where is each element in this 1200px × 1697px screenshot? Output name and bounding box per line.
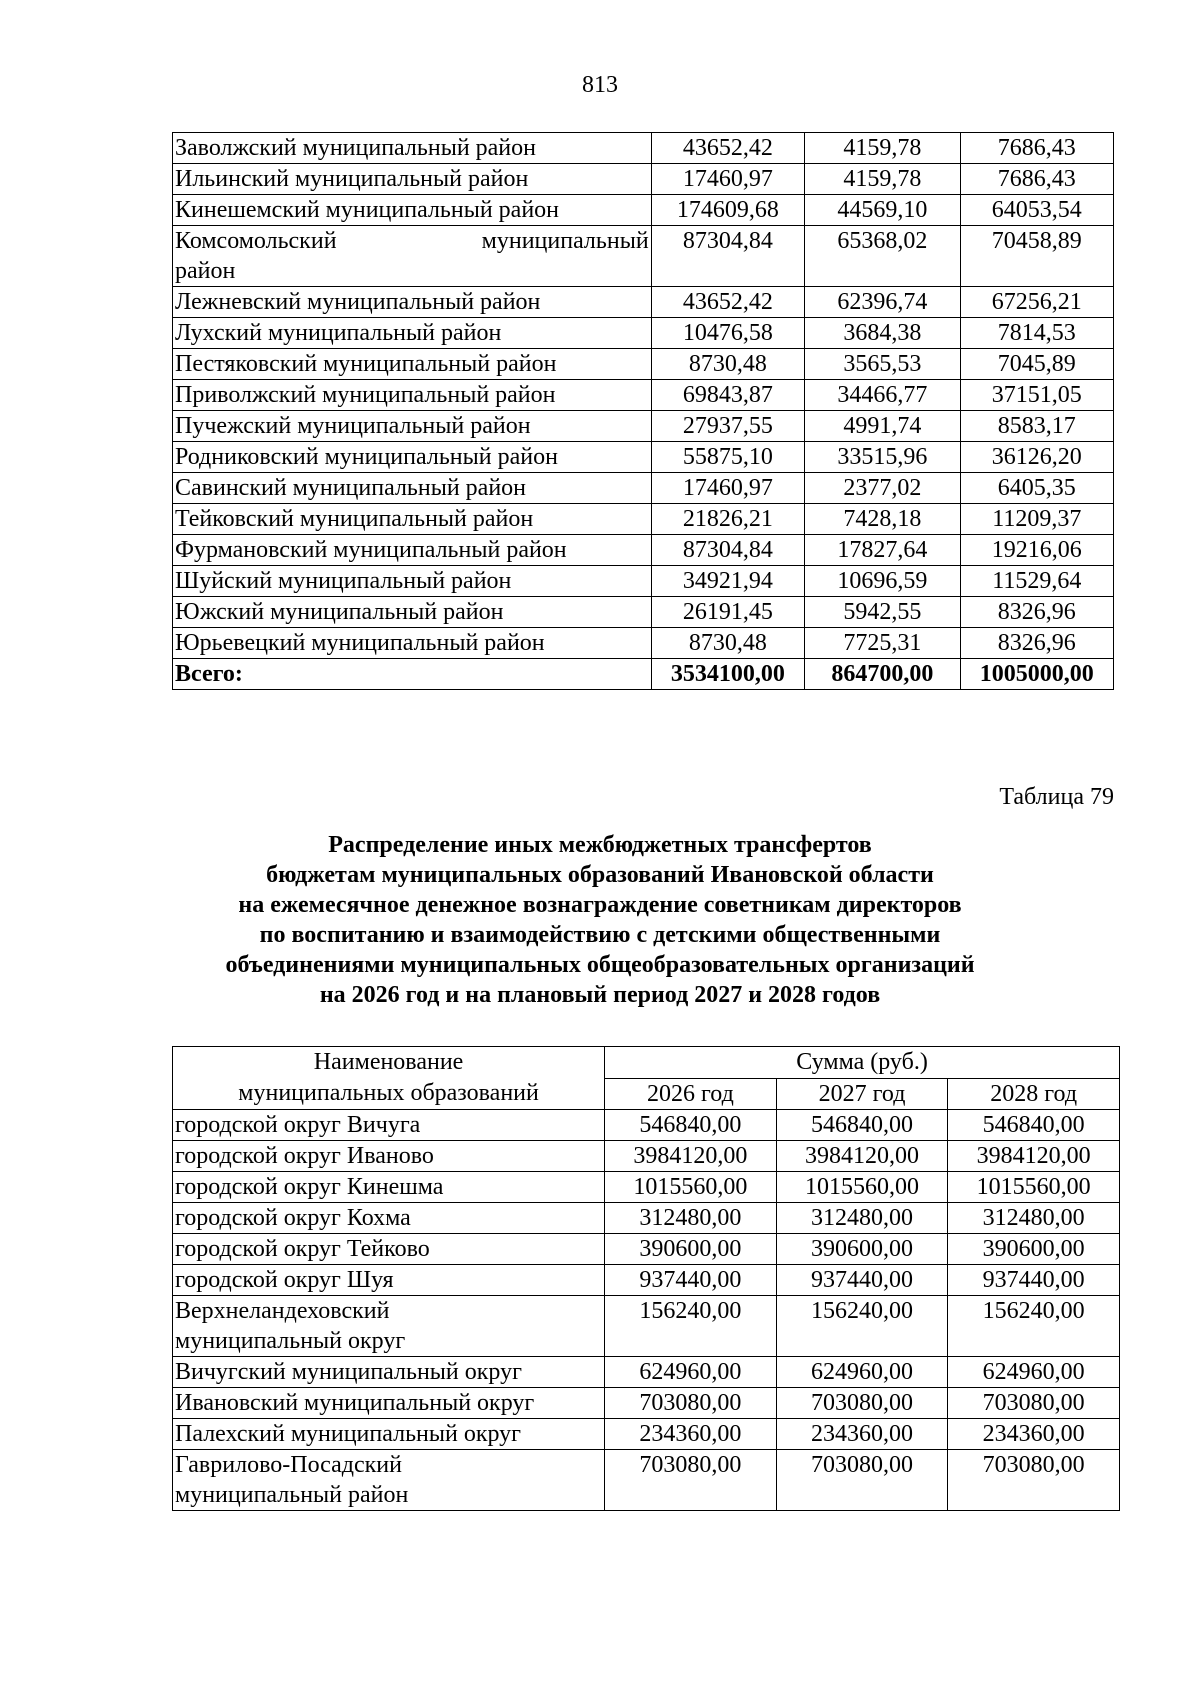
column-header-2027: 2027 год [776,1078,948,1110]
value-2028: 624960,00 [948,1357,1120,1388]
value-2027: 44569,10 [805,195,960,226]
table-row [173,566,1114,597]
table-row [173,473,1114,504]
value-2026: 26191,45 [651,597,804,628]
table-row [173,318,1114,349]
value-2027: 4159,78 [805,133,960,164]
table-row [173,287,1114,318]
table-row [173,1203,1120,1234]
value-2026: 703080,00 [605,1388,777,1419]
total-2027: 864700,00 [805,659,960,690]
title-line: бюджетам муниципальных образований Ивановской области [266,862,934,888]
value-2028: 37151,05 [960,380,1113,411]
value-2028: 937440,00 [948,1265,1120,1296]
column-header-name [173,1047,605,1110]
municipality-name-line2: муниципальный район [175,1482,409,1508]
municipality-name-line1: Верхнеландеховский [175,1298,390,1324]
value-2027: 7428,18 [805,504,960,535]
table-row [173,1172,1120,1203]
value-2026: 10476,58 [651,318,804,349]
title-line: Распределение иных межбюджетных трансфертов [328,832,872,858]
column-header-sum: Сумма (руб.) [605,1047,1120,1079]
value-2028: 703080,00 [948,1388,1120,1419]
table-row [173,164,1114,195]
value-2026: 156240,00 [605,1296,777,1357]
table-row [173,1388,1120,1419]
value-2026: 8730,48 [651,628,804,659]
value-2026: 87304,84 [651,226,804,287]
value-2028: 7686,43 [960,133,1113,164]
value-2027: 703080,00 [776,1388,948,1419]
value-2026: 390600,00 [605,1234,777,1265]
title-line: на ежемесячное денежное вознаграждение советникам директоров [238,892,962,918]
municipality-name: городской округ Кохма [173,1203,605,1234]
municipality-name-line2: район [175,258,236,284]
value-2027: 2377,02 [805,473,960,504]
value-2028: 1015560,00 [948,1172,1120,1203]
value-2027: 546840,00 [776,1110,948,1141]
value-2026: 1015560,00 [605,1172,777,1203]
municipality-name: Южский муниципальный район [173,597,652,628]
municipality-name: городской округ Тейково [173,1234,605,1265]
table-number: Таблица 79 [999,784,1114,810]
municipality-name: Фурмановский муниципальный район [173,535,652,566]
value-2027: 33515,96 [805,442,960,473]
value-2027: 65368,02 [805,226,960,287]
value-2028: 36126,20 [960,442,1113,473]
value-2027: 3684,38 [805,318,960,349]
table-row [173,195,1114,226]
value-2028: 703080,00 [948,1450,1120,1511]
value-2026: 87304,84 [651,535,804,566]
table-row [173,1234,1120,1265]
value-2026: 17460,97 [651,473,804,504]
value-2026: 43652,42 [651,133,804,164]
value-2026: 17460,97 [651,164,804,195]
column-header-2028: 2028 год [948,1078,1120,1110]
value-2026: 624960,00 [605,1357,777,1388]
value-2026: 27937,55 [651,411,804,442]
municipality-name-line1: Гаврилово-Посадский [175,1452,402,1478]
municipality-name: городской округ Шуя [173,1265,605,1296]
value-2027: 10696,59 [805,566,960,597]
value-2026: 43652,42 [651,287,804,318]
value-2027: 7725,31 [805,628,960,659]
table-row [173,628,1114,659]
header-name-line2: муниципальных образований [238,1080,539,1106]
value-2028: 7045,89 [960,349,1113,380]
municipality-name-line2: муниципальный округ [175,1328,406,1354]
value-2027: 4159,78 [805,164,960,195]
table-row [173,1419,1120,1450]
value-2027: 1015560,00 [776,1172,948,1203]
header-row [173,1047,1120,1079]
value-2028: 70458,89 [960,226,1113,287]
total-label: Всего: [173,659,652,690]
title-line: на 2026 год и на плановый период 2027 и 2028 годов [319,982,881,1008]
municipality-name: Лухский муниципальный район [173,318,652,349]
value-2026: 21826,21 [651,504,804,535]
value-2027: 234360,00 [776,1419,948,1450]
table-row [173,1296,1120,1357]
municipality-name: Ильинский муниципальный район [173,164,652,195]
municipality-name: Тейковский муниципальный район [173,504,652,535]
value-2026: 234360,00 [605,1419,777,1450]
value-2027: 937440,00 [776,1265,948,1296]
municipality-name: городской округ Кинешма [173,1172,605,1203]
value-2028: 8326,96 [960,628,1113,659]
value-2026: 55875,10 [651,442,804,473]
municipality-name: Пестяковский муниципальный район [173,349,652,380]
value-2028: 11209,37 [960,504,1113,535]
value-2027: 3984120,00 [776,1141,948,1172]
value-2026: 3984120,00 [605,1141,777,1172]
municipality-name: Юрьевецкий муниципальный район [173,628,652,659]
table-row [173,1357,1120,1388]
value-2028: 7814,53 [960,318,1113,349]
title-line: объединениями муниципальных общеобразовательных организаций [225,952,975,978]
table-row [173,442,1114,473]
value-2028: 7686,43 [960,164,1113,195]
municipality-name: Палехский муниципальный округ [173,1419,605,1450]
value-2027: 390600,00 [776,1234,948,1265]
value-2028: 6405,35 [960,473,1113,504]
value-2028: 64053,54 [960,195,1113,226]
value-2028: 234360,00 [948,1419,1120,1450]
value-2026: 312480,00 [605,1203,777,1234]
value-2027: 62396,74 [805,287,960,318]
table-row [173,535,1114,566]
table-row [173,133,1114,164]
value-2028: 19216,06 [960,535,1113,566]
municipality-name: Родниковский муниципальный район [173,442,652,473]
header-name-line1: Наименование [313,1049,464,1075]
table-row [173,411,1114,442]
column-header-2026: 2026 год [605,1078,777,1110]
municipality-name [173,1296,605,1357]
total-2028: 1005000,00 [960,659,1113,690]
municipality-name: Вичугский муниципальный округ [173,1357,605,1388]
value-2026: 69843,87 [651,380,804,411]
value-2028: 546840,00 [948,1110,1120,1141]
value-2028: 8326,96 [960,597,1113,628]
table-row [173,1110,1120,1141]
value-2027: 3565,53 [805,349,960,380]
total-row [173,659,1114,690]
value-2026: 937440,00 [605,1265,777,1296]
municipality-name-line1: Комсомольский муниципальный [175,228,649,254]
municipality-name: городской округ Вичуга [173,1110,605,1141]
value-2027: 624960,00 [776,1357,948,1388]
page-number: 813 [582,72,618,98]
table-row [173,1450,1120,1511]
value-2027: 4991,74 [805,411,960,442]
municipality-name: Заволжский муниципальный район [173,133,652,164]
municipality-name: Шуйский муниципальный район [173,566,652,597]
value-2027: 156240,00 [776,1296,948,1357]
value-2028: 8583,17 [960,411,1113,442]
value-2028: 67256,21 [960,287,1113,318]
value-2026: 34921,94 [651,566,804,597]
value-2027: 34466,77 [805,380,960,411]
municipality-name [173,226,652,287]
table-row [173,349,1114,380]
table-row [173,226,1114,287]
value-2027: 17827,64 [805,535,960,566]
value-2027: 312480,00 [776,1203,948,1234]
value-2028: 390600,00 [948,1234,1120,1265]
municipality-name: Савинский муниципальный район [173,473,652,504]
municipality-name: Пучежский муниципальный район [173,411,652,442]
value-2028: 312480,00 [948,1203,1120,1234]
table-title [150,830,1050,1010]
table-row [173,504,1114,535]
value-2027: 5942,55 [805,597,960,628]
table-78-continuation [172,132,1114,690]
title-line: по воспитанию и взаимодействию с детскими общественными [259,922,941,948]
table-row [173,380,1114,411]
municipality-name: Приволжский муниципальный район [173,380,652,411]
total-2026: 3534100,00 [651,659,804,690]
municipality-name: Ивановский муниципальный округ [173,1388,605,1419]
value-2026: 174609,68 [651,195,804,226]
table-row [173,1265,1120,1296]
value-2026: 703080,00 [605,1450,777,1511]
municipality-name [173,1450,605,1511]
municipality-name: городской округ Иваново [173,1141,605,1172]
value-2028: 3984120,00 [948,1141,1120,1172]
value-2026: 546840,00 [605,1110,777,1141]
table-79 [172,1046,1120,1511]
table-row [173,597,1114,628]
table-row [173,1141,1120,1172]
municipality-name: Кинешемский муниципальный район [173,195,652,226]
value-2026: 8730,48 [651,349,804,380]
value-2028: 156240,00 [948,1296,1120,1357]
value-2028: 11529,64 [960,566,1113,597]
municipality-name: Лежневский муниципальный район [173,287,652,318]
value-2027: 703080,00 [776,1450,948,1511]
